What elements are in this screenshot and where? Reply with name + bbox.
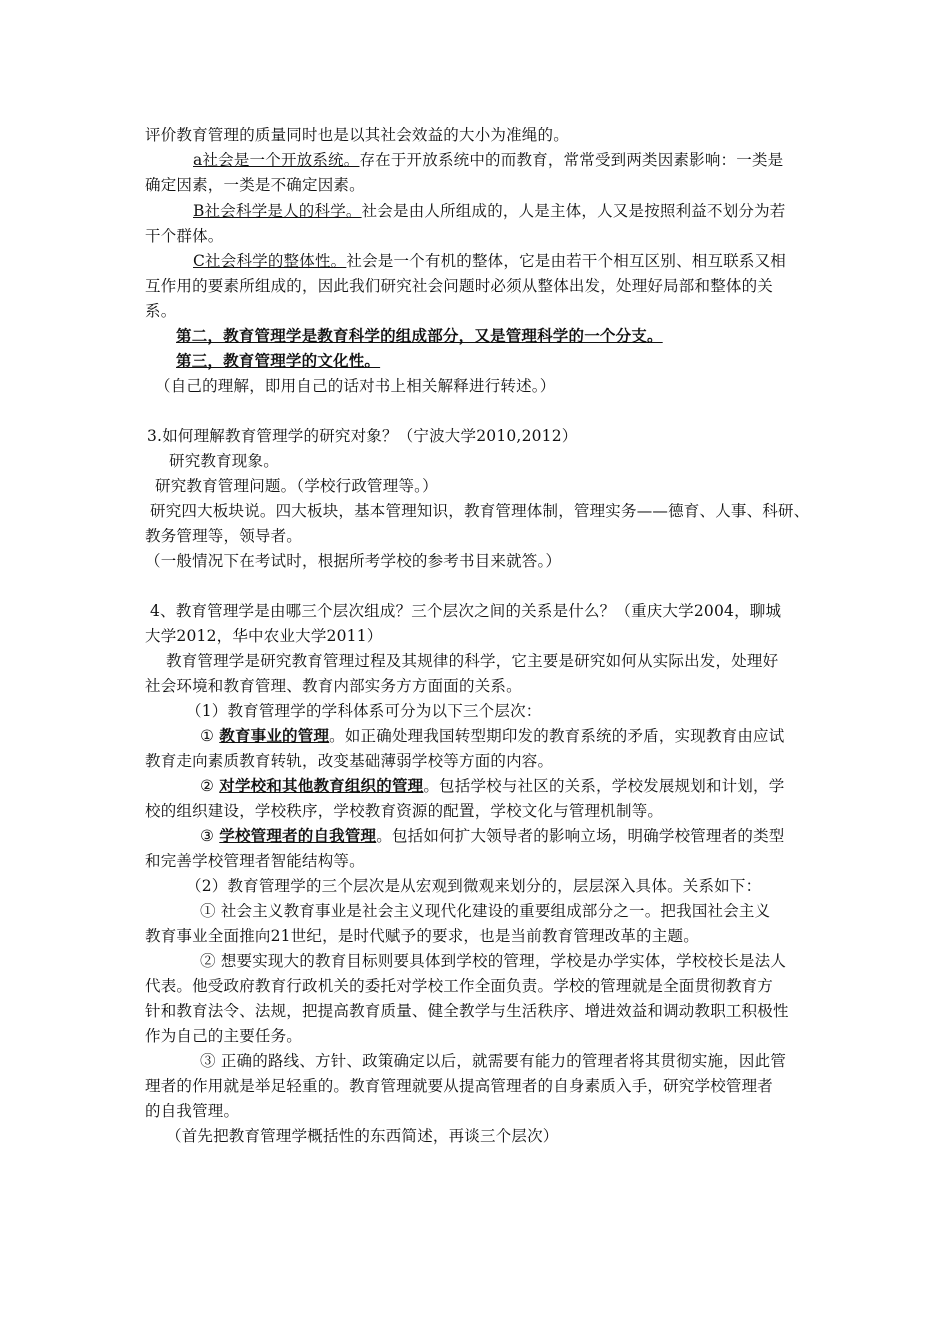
underlined-heading: a社会是一个开放系统。 [193, 151, 360, 169]
question-heading: 4、教育管理学是由哪三个层次组成？三个层次之间的关系是什么？（重庆大学2004，聊城 [150, 602, 782, 620]
text-line: 教育走向素质教育转轨，改变基础薄弱学校等方面的内容。 [145, 752, 554, 770]
bold-term: 教育事业的管理 [219, 726, 330, 745]
text-line: 系。 [145, 302, 177, 320]
text-line: 研究教育管理问题。（学校行政管理等。） [155, 477, 438, 495]
text-line [200, 724, 784, 748]
underlined-heading: C社会科学的整体性。 [193, 252, 347, 270]
bold-term: 学校管理者的自我管理 [219, 826, 377, 845]
text-span: 。如正确处理我国转型期印发的教育系统的矛盾，实现教育由应试 [329, 727, 785, 745]
text-line: ③ 正确的路线、方针、政策确定以后，就需要有能力的管理者将其贯彻实施，因此管 [200, 1052, 787, 1070]
text-line: 教育事业全面推向21世纪，是时代赋予的要求，也是当前教育管理改革的主题。 [145, 927, 699, 945]
text-line: 针和教育法令、法规，把提高教育质量、健全教学与生活秩序、增进效益和调动教职工积极性 [145, 1002, 789, 1020]
text-line [193, 249, 786, 273]
text-line [193, 199, 786, 223]
text-line: 互作用的要素所组成的，因此我们研究社会问题时必须从整体出发，处理好局部和整体的关 [145, 277, 774, 295]
text-line: 教育管理学是研究教育管理过程及其规律的科学，它主要是研究如何从实际出发，处理好 [166, 652, 779, 670]
text-line: 确定因素，一类是不确定因素。 [145, 176, 365, 194]
list-marker: ② [200, 777, 215, 795]
text-span: 社会是由人所组成的，人是主体，人又是按照利益不划分为若 [361, 202, 786, 220]
text-line: 研究教育现象。 [169, 452, 279, 470]
text-line: 社会环境和教育管理、教育内部实务方方面面的关系。 [145, 677, 522, 695]
question-heading: 3.如何理解教育管理学的研究对象？（宁波大学2010,2012） [147, 427, 578, 445]
text-line: ② 想要实现大的教育目标则要具体到学校的管理，学校是办学实体，学校校长是法人 [200, 952, 787, 970]
list-marker: ① [200, 727, 215, 745]
text-line: （1）教育管理学的学科体系可分为以下三个层次： [186, 702, 542, 720]
text-line [200, 824, 784, 848]
bold-heading: 第三，教育管理学的文化性。 [176, 351, 381, 370]
text-line: 和完善学校管理者智能结构等。 [145, 852, 365, 870]
text-line: 教务管理等，领导者。 [145, 527, 303, 545]
text-line [200, 774, 784, 798]
text-line: 理者的作用就是举足轻重的。教育管理就要从提高管理者的自身素质入手，研究学校管理者 [145, 1077, 774, 1095]
text-span: 。包括如何扩大领导者的影响立场，明确学校管理者的类型 [376, 827, 785, 845]
bold-heading: 第二，教育管理学是教育科学的组成部分，又是管理科学的一个分支。 [176, 326, 663, 345]
text-line: （首先把教育管理学概括性的东西简述，再谈三个层次） [166, 1127, 559, 1145]
text-line: （2）教育管理学的三个层次是从宏观到微观来划分的，层层深入具体。关系如下： [186, 877, 762, 895]
text-line: 作为自己的主要任务。 [145, 1027, 303, 1045]
text-line [193, 148, 783, 172]
text-line: 研究四大板块说。四大板块，基本管理知识，教育管理体制，管理实务——德育、人事、科研、 [150, 502, 810, 520]
text-line: （自己的理解，即用自己的话对书上相关解释进行转述。） [155, 377, 556, 395]
text-line: 校的组织建设，学校秩序，学校教育资源的配置，学校文化与管理机制等。 [145, 802, 664, 820]
text-span: 存在于开放系统中的而教育，常常受到两类因素影响：一类是 [359, 151, 784, 169]
underlined-heading: B社会科学是人的科学。 [193, 202, 362, 220]
question-heading: 大学2012，华中农业大学2011） [145, 627, 383, 645]
text-line: 干个群体。 [145, 227, 224, 245]
text-line: ① 社会主义教育事业是社会主义现代化建设的重要组成部分之一。把我国社会主义 [200, 902, 771, 920]
text-line: 代表。他受政府教育行政机关的委托对学校工作全面负责。学校的管理就是全面贯彻教育方 [145, 977, 774, 995]
text-line: 的自我管理。 [145, 1102, 240, 1120]
text-line: 评价教育管理的质量同时也是以其社会效益的大小为准绳的。 [145, 126, 569, 144]
text-span: 。包括学校与社区的关系，学校发展规划和计划，学 [423, 777, 785, 795]
bold-term: 对学校和其他教育组织的管理 [219, 776, 424, 795]
text-span: 社会是一个有机的整体，它是由若干个相互区别、相互联系又相 [346, 252, 786, 270]
text-line: （一般情况下在考试时，根据所考学校的参考书目来就答。） [145, 552, 562, 570]
list-marker: ③ [200, 827, 215, 845]
